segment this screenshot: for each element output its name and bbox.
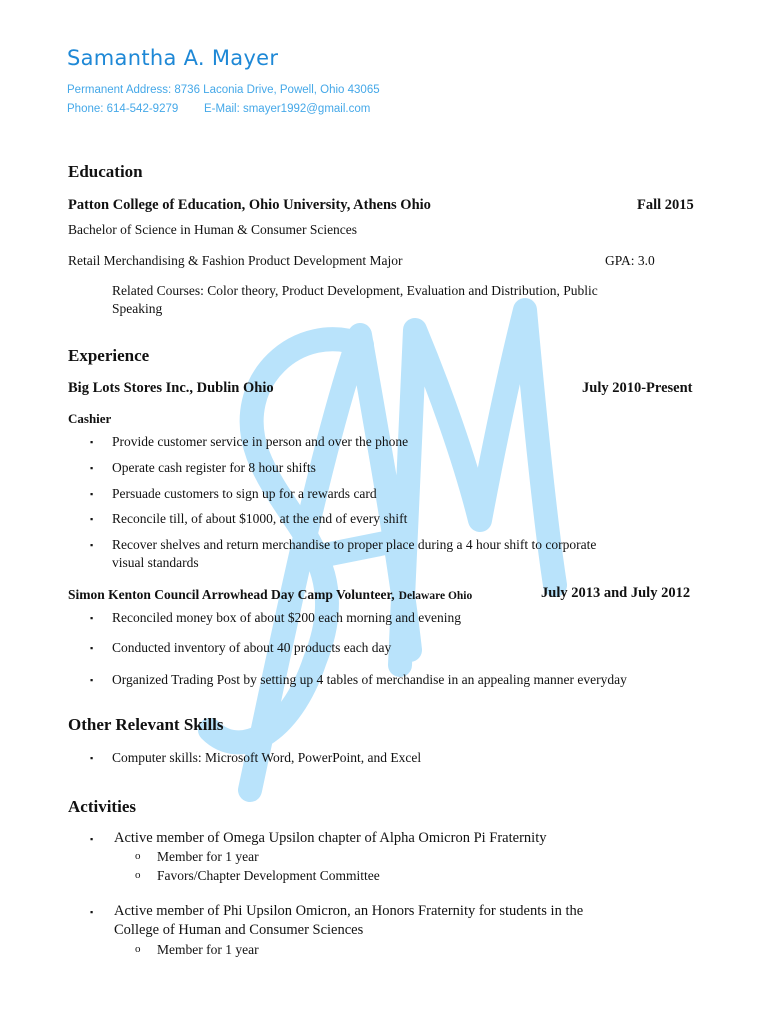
bullet-icon: ▪: [90, 834, 94, 844]
experience-heading: Experience: [68, 346, 150, 365]
job1-date: July 2010-Present: [582, 380, 693, 396]
education-gpa: GPA: 3.0: [605, 253, 655, 268]
job1-duty-3: Persuade customers to sign up for a rewards card: [112, 486, 377, 501]
job2-duty-1: Reconciled money box of about $200 each morning and evening: [112, 610, 462, 625]
bullet-icon: ▪: [90, 514, 94, 524]
bullet-icon: ▪: [90, 540, 94, 550]
activity-1-sub-2: Favors/Chapter Development Committee: [157, 868, 380, 883]
skills-heading: Other Relevant Skills: [68, 715, 224, 734]
candidate-name: Samantha A. Mayer: [67, 46, 279, 70]
bullet-icon: ▪: [90, 753, 94, 763]
open-bullet-icon: o: [135, 850, 141, 862]
job1-duty-5-cont: visual standards: [112, 555, 199, 570]
open-bullet-icon: o: [135, 943, 141, 955]
education-school: Patton College of Education, Ohio University, Athens Ohio: [68, 197, 431, 213]
bullet-icon: ▪: [90, 463, 94, 473]
job2-employer: Simon Kenton Council Arrowhead Day Camp Volunteer,: [68, 587, 395, 602]
related-courses-line2: Speaking: [112, 301, 163, 316]
activity-2-line2: College of Human and Consumer Sciences: [114, 922, 364, 938]
activities-heading: Activities: [68, 797, 136, 816]
phone-line: Phone: 614-542-9279: [67, 103, 179, 115]
bullet-icon: ▪: [90, 907, 94, 917]
open-bullet-icon: o: [135, 869, 141, 881]
job1-duty-5: Recover shelves and return merchandise to proper place during a 4 hour shift to corporate: [112, 537, 597, 552]
activity-2-sub-1: Member for 1 year: [157, 942, 259, 957]
email-line: E-Mail: smayer1992@gmail.com: [204, 103, 371, 115]
bullet-icon: ▪: [90, 613, 94, 623]
job1-duty-2: Operate cash register for 8 hour shifts: [112, 460, 316, 475]
bullet-icon: ▪: [90, 643, 94, 653]
education-degree: Bachelor of Science in Human & Consumer Sciences: [68, 222, 358, 237]
activity-1-sub-1: Member for 1 year: [157, 849, 259, 864]
job2-header: [68, 586, 472, 604]
education-major: Retail Merchandising & Fashion Product Development Major: [68, 253, 403, 268]
bullet-icon: ▪: [90, 489, 94, 499]
bullet-icon: ▪: [90, 675, 94, 685]
job2-location: Delaware Ohio: [398, 590, 473, 602]
job1-employer: Big Lots Stores Inc., Dublin Ohio: [68, 380, 274, 396]
job1-duty-1: Provide customer service in person and over the phone: [112, 434, 409, 449]
address-line: Permanent Address: 8736 Laconia Drive, Powell, Ohio 43065: [67, 84, 380, 96]
job2-duty-3: Organized Trading Post by setting up 4 tables of merchandise in an appealing manner everyday: [112, 672, 627, 687]
education-date: Fall 2015: [637, 197, 694, 213]
job2-duty-2: Conducted inventory of about 40 products each day: [112, 640, 392, 655]
activity-1: Active member of Omega Upsilon chapter of Alpha Omicron Pi Fraternity: [114, 830, 547, 846]
related-courses-line1: Related Courses: Color theory, Product Development, Evaluation and Distribution, Public: [112, 283, 598, 298]
bullet-icon: ▪: [90, 437, 94, 447]
job1-title: Cashier: [68, 411, 112, 426]
job2-date: July 2013 and July 2012: [541, 585, 691, 601]
skill-item: Computer skills: Microsoft Word, PowerPoint, and Excel: [112, 750, 422, 765]
activity-2-line1: Active member of Phi Upsilon Omicron, an Honors Fraternity for students in the: [114, 903, 584, 919]
education-heading: Education: [68, 162, 143, 181]
job1-duty-4: Reconcile till, of about $1000, at the end of every shift: [112, 511, 408, 526]
